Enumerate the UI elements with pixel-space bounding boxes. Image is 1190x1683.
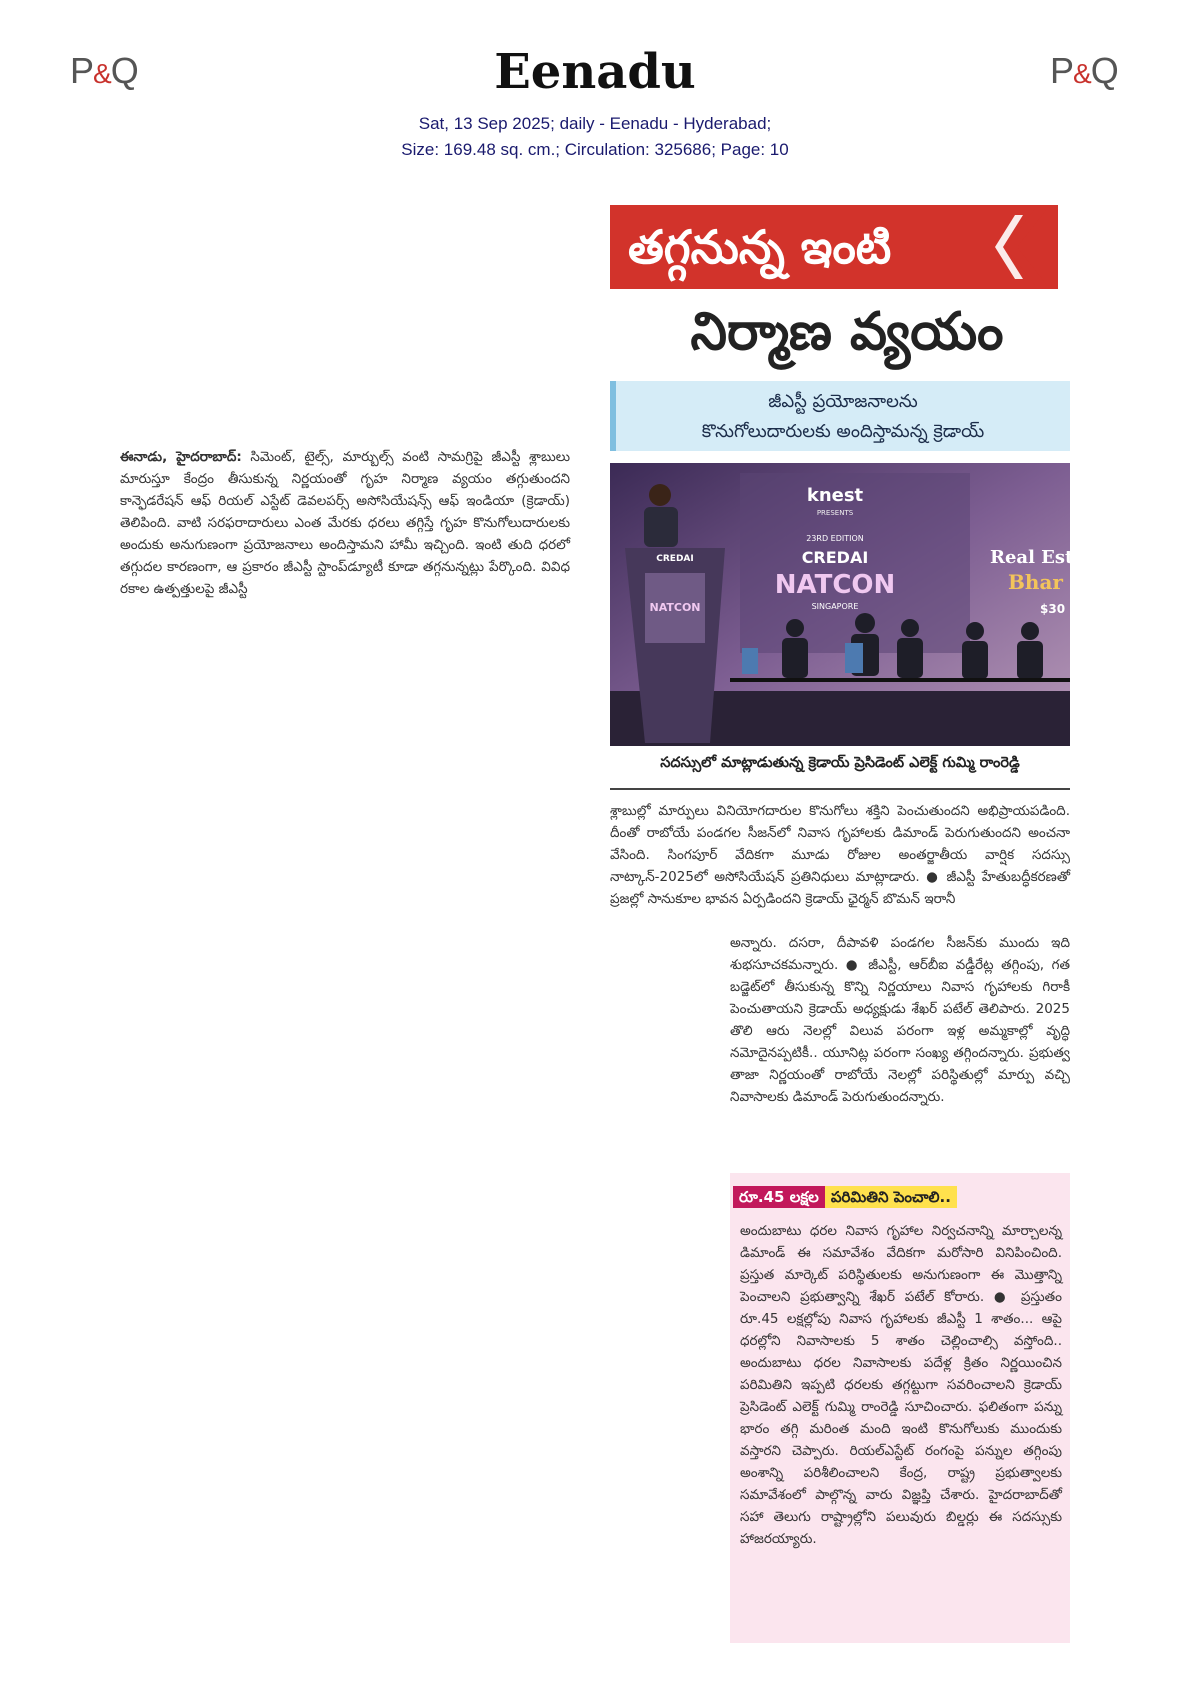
article-left-body: సిమెంట్, టైల్స్, మార్బుల్స్ వంటి సామగ్రిపై జీఎస్టీ శ్లాబులు మారుస్తూ కేంద్రం తీసుకున్న నిర్ణయంతో గృహ నిర్మాణ వ్యయం తగ్గుతుందని కాన్ఫెడరేషన్ ఆఫ్ రియల్ ఎస్టేట్ డెవలపర్స్ అసోసియేషన్స్ ఆఫ్ ఇండియా (క్రెడాయ్) తెలిపింది. వాటి సరఫరాదారులు ఎంత మేరకు ధరలు తగ్గిస్తే గృహ కొనుగోలుదారులకు అందుకు అనుగుణంగా ప్రయోజనాలు అందిస్తామని హామీ ఇచ్చింది. ఇంటి తుది ధరలో తగ్గుదల కారణంగా, ఆ ప్రకారం జీఎస్టీ స్టాంప్‌డ్యూటీ కూడా తగ్గనున్నట్లు పేర్కొంది. వివిధ రకాల ఉత్పత్తులపై జీఎస్టీ	[120, 449, 571, 597]
photo-podium-event: NATCON	[649, 601, 701, 614]
caption-divider	[610, 788, 1070, 790]
photo-banner-brand: knest	[806, 485, 864, 506]
subheading-line2: కొనుగోలుదారులకు అందిస్తామన్న క్రెడాయ్	[701, 421, 985, 442]
article-dateline: ఈనాడు, హైదరాబాద్:	[120, 449, 242, 465]
photo-banner-org: CREDAI	[801, 548, 869, 567]
logo-q: Q	[1090, 50, 1118, 91]
photo-banner-event: NATCON	[774, 570, 896, 600]
logo-q: Q	[110, 50, 138, 91]
headline-chevron-icon	[995, 205, 1055, 289]
subheading-line1: జీఎస్టీ ప్రయోజనాలను	[768, 391, 918, 412]
sidebar-box-heading	[733, 1183, 957, 1211]
box-heading-tag: రూ.45 లక్షల	[733, 1186, 825, 1208]
publication-meta-line2: Size: 169.48 sq. cm.; Circulation: 325686; Page: 10	[401, 140, 789, 159]
photo-side-text3: $30	[1040, 602, 1066, 616]
headline-line1: తగ్గనున్న ఇంటి	[610, 205, 1058, 289]
publication-masthead: Eenadu	[494, 44, 696, 100]
logo-amp: &	[1073, 58, 1091, 89]
photo-side-text2: Bhar	[1008, 570, 1063, 594]
logo-amp: &	[93, 58, 111, 89]
event-photo	[610, 463, 1086, 746]
article-right-para1: శ్లాబుల్లో మార్పులు వినియోగదారుల కొనుగోలు శక్తిని పెంచుతుందని అభిప్రాయపడింది. దీంతో రాబోయే పండగల సీజన్‌లో నివాస గృహాలకు డిమాండ్ పెరుగుతుందని అంచనా వేసింది. సింగపూర్ వేదికగా మూడు రోజుల అంతర్జాతీయ వార్షిక సదస్సు నాట్కాన్-2025లో అసోసియేషన్ ప్రతినిధులు మాట్లాడారు. ● జీఎస్టీ హేతుబద్ధీకరణతో ప్రజల్లో సానుకూల భావన ఏర్పడిందని క్రెడాయ్ ఛైర్మన్ బొమన్ ఇరానీ	[610, 803, 1070, 907]
photo-podium-brand: CREDAI	[656, 554, 694, 564]
headline-line2: నిర్మాణ వ్యయం	[690, 302, 1004, 362]
photo-banner-sub: PRESENTS	[816, 509, 854, 517]
photo-banner-edition: 23RD EDITION	[806, 534, 864, 543]
photo-banner-city: SINGAPORE	[811, 602, 859, 611]
logo-p: P	[70, 50, 94, 91]
article-right-para2: అన్నారు. దసరా, దీపావళి పండగల సీజన్‌కు ముందు ఇది శుభసూచకమన్నారు. ● జీఎస్టీ, ఆర్‌బీఐ వడ్డీరేట్ల తగ్గింపు, గత బడ్జెట్‌లో తీసుకున్న కొన్ని నిర్ణయాలు నివాస గృహాలకు గిరాకీ పెంచుతాయని క్రెడాయ్ అధ్యక్షుడు శేఖర్ పటేల్ తెలిపారు. 2025 తొలి ఆరు నెలల్లో విలువ పరంగా ఇళ్ల అమ్మకాల్లో వృద్ధి నమోదైనప్పటికీ.. యూనిట్ల పరంగా సంఖ్య తగ్గిందన్నారు. ప్రభుత్వ తాజా నిర్ణయంతో రాబోయే నెలల్లో పరిస్థితుల్లో మార్పు వచ్చి నివాసాలకు డిమాండ్ పెరుగుతుందన్నారు.	[730, 935, 1070, 1105]
article-left-column	[120, 446, 570, 600]
publication-meta-line1: Sat, 13 Sep 2025; daily - Eenadu - Hyderabad;	[418, 114, 772, 133]
photo-caption: సదస్సులో మాట్లాడుతున్న క్రెడాయ్ ప్రెసిడెంట్ ఎలెక్ట్ గుమ్మి రాంరెడ్డి	[660, 755, 1020, 771]
sidebar-box-body: అందుబాటు ధరల నివాస గృహాల నిర్వచనాన్ని మార్చాలన్న డిమాండ్ ఈ సమావేశం వేదికగా మరోసారి వినిపించింది. ప్రస్తుత మార్కెట్ పరిస్థితులకు అనుగుణంగా ఈ మొత్తాన్ని పెంచాలని ప్రభుత్వాన్ని శేఖర్ పటేల్ కోరారు. ● ప్రస్తుతం రూ.45 లక్షల్లోపు నివాస గృహాలకు జీఎస్టీ 1 శాతం... ఆపై ధరల్లోని నివాసాలకు 5 శాతం చెల్లించాల్సి వస్తోంది.. అందుబాటు ధరల నివాసాలకు పదేళ్ల క్రితం నిర్ణయించిన పరిమితిని ఇప్పటి ధరలకు తగ్గట్టుగా సవరించాలని క్రెడాయ్ ప్రెసిడెంట్ ఎలెక్ట్ గుమ్మి రాంరెడ్డి సూచించారు. ఫలితంగా పన్ను భారం తగ్గి మరింత మంది ఇంటి కొనుగోలుకు ముందుకు వస్తారని చెప్పారు. రియల్‌ఎస్టేట్ రంగంపై పన్నుల తగ్గింపు అంశాన్ని పరిశీలించాలని కేంద్ర, రాష్ట్ర ప్రభుత్వాలకు సమావేశంలో పాల్గొన్న వారు విజ్ఞప్తి చేశారు. హైదరాబాద్‌తో సహా తెలుగు రాష్ట్రాల్లోని పలువురు బిల్డర్లు ఈ సదస్సుకు హాజరయ్యారు.	[740, 1223, 1062, 1547]
logo-p: P	[1050, 50, 1074, 91]
box-heading-text: పరిమితిని పెంచాలి..	[825, 1186, 957, 1208]
article-subheading	[610, 381, 1070, 451]
photo-side-text1: Real Esta	[990, 547, 1086, 568]
